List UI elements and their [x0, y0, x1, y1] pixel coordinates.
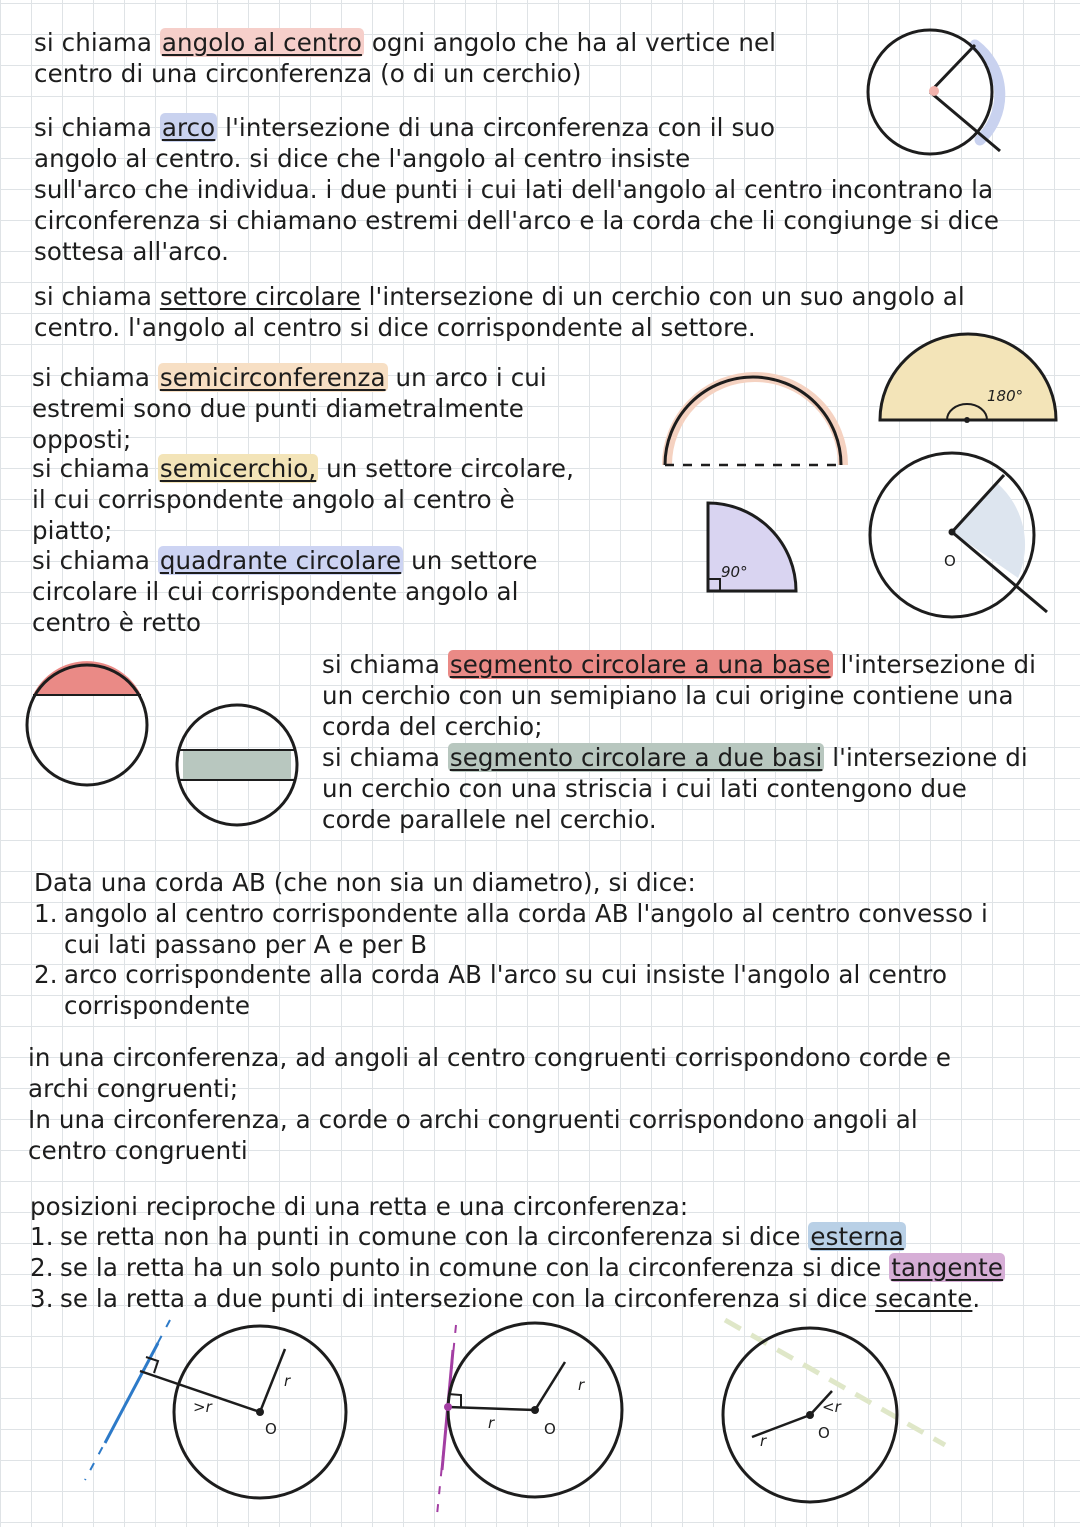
label-sec-center: O	[818, 1424, 830, 1442]
term-angolo-al-centro: angolo al centro	[161, 28, 362, 57]
term-segmento-una-base: segmento circolare a una base	[449, 650, 831, 679]
label-ext-distance: >r	[193, 1398, 212, 1416]
term-quadrante-circolare: quadrante circolare	[159, 546, 402, 575]
p6-item2-num: 2.	[34, 960, 58, 989]
label-sec-distance: <r	[822, 1398, 841, 1416]
p5-line2: un cerchio con un semipiano la cui origine contiene una	[322, 681, 1014, 710]
external-center-dot	[256, 1408, 264, 1416]
p4-line3: opposti;	[32, 425, 132, 454]
p8-item1: se retta non ha punti in comune con la circonferenza si dice esterna	[60, 1222, 904, 1251]
central-angle-figure	[860, 28, 1010, 158]
label-tan-center: O	[544, 1420, 556, 1438]
p2-line3: sull'arco che individua. i due punti i cui lati dell'angolo al centro incontrano la	[34, 175, 994, 204]
p4-line2: estremi sono due punti diametralmente	[32, 394, 524, 423]
p6-item2-line2: corrispondente	[64, 991, 251, 1020]
tangent-center-dot	[531, 1406, 539, 1414]
one-base-segment-figure	[22, 660, 152, 790]
p7-line1: in una circonferenza, ad angoli al centro congruenti corrispondono corde e	[28, 1043, 952, 1072]
term-tangente: tangente	[891, 1253, 1004, 1282]
p4-line7: si chiama quadrante circolare un settore	[32, 546, 538, 575]
term-esterna: esterna	[810, 1222, 904, 1251]
p8-intro: posizioni reciproche di una retta e una circonferenza:	[30, 1192, 689, 1221]
secant-line	[725, 1320, 945, 1445]
angle-mark	[929, 86, 939, 96]
angle-side-1	[930, 45, 975, 92]
p5-line4: si chiama segmento circolare a due basi l'intersezione di	[322, 743, 1028, 772]
term-semicerchio: semicerchio,	[159, 454, 317, 483]
label-ext-radius: r	[284, 1372, 291, 1390]
term-semicirconferenza: semicirconferenza	[159, 363, 386, 392]
p5-line6: corde parallele nel cerchio.	[322, 805, 657, 834]
label-180: 180°	[987, 387, 1024, 405]
semicircle-highlight	[667, 377, 843, 465]
tangent-radius-b	[535, 1362, 565, 1410]
half-disc-figure	[875, 330, 1065, 430]
half-disc	[880, 334, 1056, 420]
p8-item2-num: 2.	[30, 1253, 54, 1282]
external-line-figure	[70, 1315, 360, 1520]
p4-line6: piatto;	[32, 516, 113, 545]
p6-item2-line1: arco corrispondente alla corda AB l'arco su cui insiste l'angolo al centro	[64, 960, 948, 989]
external-radius	[260, 1349, 285, 1412]
label-tan-radius-b: r	[578, 1376, 585, 1394]
p8-item3-num: 3.	[30, 1284, 54, 1313]
p1-line2: centro di una circonferenza (o di un cerchio)	[34, 59, 582, 88]
p3-line2: centro. l'angolo al centro si dice corrispondente al settore.	[34, 313, 756, 342]
p8-item3: se la retta a due punti di intersezione con la circonferenza si dice secante.	[60, 1284, 981, 1313]
label-ext-center: O	[265, 1420, 277, 1438]
label-center-o: O	[944, 552, 956, 570]
label-tan-radius-a: r	[488, 1414, 495, 1432]
secant-line-figure	[720, 1315, 950, 1520]
p1-line1: si chiama angolo al centro ogni angolo che ha al vertice nel	[34, 28, 777, 57]
arc-highlight	[975, 45, 1000, 140]
p4-line9: centro è retto	[32, 608, 202, 637]
semicircumference-figure	[655, 360, 855, 475]
p8-item1-num: 1.	[30, 1222, 54, 1251]
p4-line5: il cui corrispondente angolo al centro è	[32, 485, 515, 514]
sector-figure	[862, 450, 1062, 620]
p8-item2: se la retta ha un solo punto in comune con la circonferenza si dice tangente	[60, 1253, 1004, 1282]
tangent-line-figure	[430, 1320, 630, 1520]
p4-line4: si chiama semicerchio, un settore circolare,	[32, 454, 574, 483]
secant-center-dot	[806, 1411, 814, 1419]
p5-line3: corda del cerchio;	[322, 712, 543, 741]
term-secante: secante	[875, 1284, 973, 1313]
tangent-point	[444, 1403, 452, 1411]
tangent-radius-a	[448, 1407, 535, 1410]
semicircle-arc	[665, 377, 841, 465]
term-settore-circolare: settore circolare	[159, 282, 361, 311]
p5-line1: si chiama segmento circolare a una base l'intersezione di	[322, 650, 1037, 679]
p6-item1-num: 1.	[34, 899, 58, 928]
p2-line4: circonferenza si chiamano estremi dell'arco e la corda che li congiunge si dice	[34, 206, 1000, 235]
two-base-segment-figure	[172, 700, 302, 830]
p7-line2: archi congruenti;	[28, 1074, 239, 1103]
p7-line4: centro congruenti	[28, 1136, 248, 1165]
p6-item1-line2: cui lati passano per A e per B	[64, 930, 428, 959]
p7-line3: In una circonferenza, a corde o archi congruenti corrispondono angoli al	[28, 1105, 918, 1134]
p3-line1: si chiama settore circolare l'intersezione di un cerchio con un suo angolo al	[34, 282, 965, 311]
p4-line1: si chiama semicirconferenza un arco i cui	[32, 363, 547, 392]
p4-line8: circolare il cui corrispondente angolo al	[32, 577, 519, 606]
p2-line5: sottesa all'arco.	[34, 237, 230, 266]
p2-line1: si chiama arco l'intersezione di una circonferenza con il suo	[34, 113, 776, 142]
p2-line2: angolo al centro. si dice che l'angolo al centro insiste	[34, 144, 691, 173]
term-segmento-due-basi: segmento circolare a due basi	[449, 743, 823, 772]
term-arco: arco	[161, 113, 216, 142]
half-disc-center	[964, 417, 970, 423]
sector-center-dot	[949, 529, 956, 536]
strip-fill	[183, 750, 291, 780]
p6-intro: Data una corda AB (che non sia un diametro), si dice:	[34, 868, 696, 897]
label-90: 90°	[721, 563, 748, 581]
p5-line5: un cerchio con una striscia i cui lati contengono due	[322, 774, 967, 803]
label-sec-radius: r	[760, 1432, 767, 1450]
quadrant-figure	[700, 495, 805, 600]
p6-item1-line1: angolo al centro corrispondente alla corda AB l'angolo al centro convesso i	[64, 899, 988, 928]
